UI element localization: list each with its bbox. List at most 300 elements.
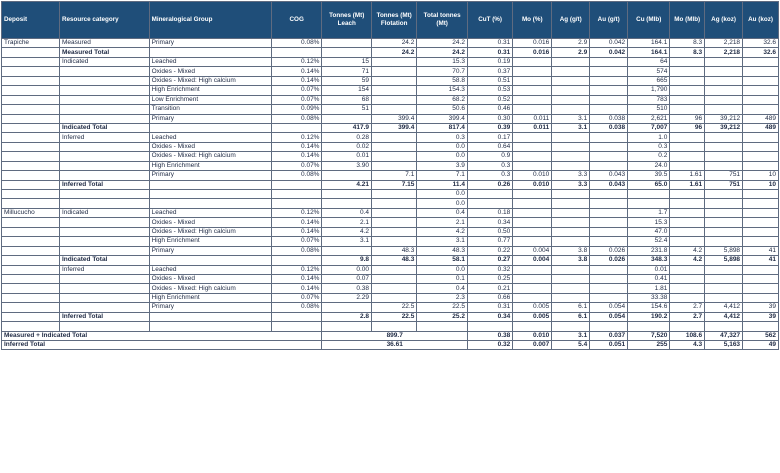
table-cell: 11.4 (417, 180, 468, 189)
table-cell (513, 142, 552, 151)
table-cell: 5,898 (705, 256, 743, 265)
table-cell (705, 105, 743, 114)
table-cell: 51 (322, 105, 372, 114)
table-cell (59, 105, 149, 114)
table-cell (372, 284, 417, 293)
table-cell: Inferred Total (59, 312, 149, 321)
table-row (2, 67, 779, 76)
table-cell: 0.9 (467, 152, 512, 161)
table-cell (2, 265, 60, 274)
table-cell: 6.1 (552, 303, 590, 312)
table-cell: 0.66 (467, 293, 512, 302)
table-cell: 0.14% (271, 152, 322, 161)
table-cell (271, 312, 322, 321)
table-cell (149, 48, 271, 57)
table-cell: 0.07% (271, 293, 322, 302)
column-header: Tonnes (Mt) Flotation (372, 2, 417, 39)
table-cell: 24.2 (372, 48, 417, 57)
table-cell: 0.016 (513, 39, 552, 48)
table-cell: 70.7 (417, 67, 468, 76)
table-cell: Primary (149, 246, 271, 255)
table-cell (590, 237, 628, 246)
table-cell (271, 48, 322, 57)
table-cell (513, 133, 552, 142)
table-cell: 4.2 (670, 256, 705, 265)
table-cell (670, 133, 705, 142)
table-cell: Inferred (59, 133, 149, 142)
table-cell (743, 57, 779, 66)
table-cell: Oxides - Mixed (149, 67, 271, 76)
table-cell: 0.051 (590, 341, 628, 350)
table-cell (513, 57, 552, 66)
table-cell: 4.3 (670, 341, 705, 350)
table-cell (670, 152, 705, 161)
table-cell (59, 303, 149, 312)
table-cell (322, 171, 372, 180)
table-cell: 8.3 (670, 48, 705, 57)
table-cell: Oxides - Mixed: High calcium (149, 76, 271, 85)
table-cell (271, 123, 322, 132)
table-cell: 0.042 (590, 48, 628, 57)
table-cell (59, 237, 149, 246)
table-cell: 5,898 (705, 246, 743, 255)
table-cell (513, 67, 552, 76)
table-cell (705, 142, 743, 151)
table-cell (2, 180, 60, 189)
table-cell (743, 161, 779, 170)
table-header (2, 2, 779, 39)
table-cell: 7.1 (372, 171, 417, 180)
table-cell (59, 246, 149, 255)
table-cell (322, 199, 372, 208)
table-cell (59, 161, 149, 170)
table-cell (417, 322, 468, 331)
table-cell: 52.4 (628, 237, 670, 246)
table-cell: Oxides - Mixed (149, 142, 271, 151)
table-cell (59, 171, 149, 180)
table-cell (59, 76, 149, 85)
table-cell (743, 293, 779, 302)
column-header: Deposit (2, 2, 60, 39)
table-cell (590, 133, 628, 142)
table-cell (467, 322, 512, 331)
table-cell (705, 208, 743, 217)
table-cell: 0.004 (513, 246, 552, 255)
table-cell (590, 142, 628, 151)
column-header: COG (271, 2, 322, 39)
table-cell: 0.28 (322, 133, 372, 142)
table-row (2, 218, 779, 227)
table-cell: 47,327 (705, 331, 743, 340)
table-cell (59, 293, 149, 302)
table-cell: 0.34 (467, 312, 512, 321)
table-cell (372, 142, 417, 151)
total-row (2, 180, 779, 189)
table-cell: 751 (705, 180, 743, 189)
table-cell: 0.14% (271, 274, 322, 283)
table-cell: 399.4 (372, 123, 417, 132)
table-cell: Inferred (59, 265, 149, 274)
table-cell: 96 (670, 114, 705, 123)
total-row (2, 312, 779, 321)
table-cell (271, 199, 322, 208)
table-cell (670, 274, 705, 283)
table-cell: 817.4 (417, 123, 468, 132)
table-cell (590, 161, 628, 170)
table-cell (2, 105, 60, 114)
table-cell: 417.9 (322, 123, 372, 132)
table-cell: 68.2 (417, 95, 468, 104)
table-cell (513, 86, 552, 95)
table-cell: 39,212 (705, 123, 743, 132)
table-row (2, 161, 779, 170)
table-cell: 0.005 (513, 312, 552, 321)
table-cell: High Enrichment (149, 161, 271, 170)
table-cell (552, 67, 590, 76)
table-cell: 8.3 (670, 39, 705, 48)
column-header: Ag (g/t) (552, 2, 590, 39)
table-cell: Indicated (59, 57, 149, 66)
table-cell: Primary (149, 39, 271, 48)
table-cell: 0.026 (590, 246, 628, 255)
table-cell: 0.53 (467, 86, 512, 95)
table-cell: 0.12% (271, 133, 322, 142)
table-cell (513, 105, 552, 114)
table-cell: 0.08% (271, 303, 322, 312)
table-cell: 154.6 (628, 303, 670, 312)
summary-tonnes: 36.61 (322, 341, 467, 350)
header-row (2, 2, 779, 39)
table-cell (2, 227, 60, 236)
table-cell (2, 67, 60, 76)
table-cell (59, 199, 149, 208)
table-row (2, 76, 779, 85)
table-cell (590, 67, 628, 76)
table-cell: 0.08% (271, 171, 322, 180)
table-cell (705, 293, 743, 302)
table-cell: 3.1 (552, 331, 590, 340)
table-cell: 0.042 (590, 39, 628, 48)
table-cell: High Enrichment (149, 86, 271, 95)
table-cell (552, 152, 590, 161)
table-row (2, 105, 779, 114)
table-cell (513, 76, 552, 85)
table-cell: 0.037 (590, 331, 628, 340)
table-cell (743, 265, 779, 274)
table-cell (2, 284, 60, 293)
table-cell (149, 312, 271, 321)
table-cell (513, 161, 552, 170)
column-header: Mineralogical Group (149, 2, 271, 39)
table-cell: 190.2 (628, 312, 670, 321)
table-cell (513, 95, 552, 104)
table-cell: 0.07% (271, 161, 322, 170)
table-cell: 2,218 (705, 39, 743, 48)
table-cell (670, 105, 705, 114)
table-cell (743, 284, 779, 293)
table-cell (322, 39, 372, 48)
table-cell: 32.6 (743, 48, 779, 57)
table-cell (513, 237, 552, 246)
table-cell: 0.12% (271, 265, 322, 274)
table-cell: 574 (628, 67, 670, 76)
table-cell: 39 (743, 312, 779, 321)
table-cell (2, 123, 60, 132)
table-cell (743, 86, 779, 95)
table-cell (2, 199, 60, 208)
table-cell (322, 48, 372, 57)
table-cell (372, 208, 417, 217)
table-cell: 22.5 (372, 303, 417, 312)
table-cell: 255 (628, 341, 670, 350)
table-cell (552, 199, 590, 208)
table-cell (2, 86, 60, 95)
table-cell (552, 190, 590, 199)
table-cell: 154 (322, 86, 372, 95)
table-cell (743, 142, 779, 151)
table-cell (59, 284, 149, 293)
table-cell (743, 208, 779, 217)
table-cell: 32.6 (743, 39, 779, 48)
table-cell: 0.016 (513, 48, 552, 57)
table-cell: 0.00 (322, 265, 372, 274)
table-cell (705, 190, 743, 199)
table-cell: 0.3 (467, 171, 512, 180)
blank-row (2, 322, 779, 331)
table-cell (705, 67, 743, 76)
table-cell: 10 (743, 171, 779, 180)
table-cell: 3.1 (417, 237, 468, 246)
table-cell: 3.90 (322, 161, 372, 170)
table-cell: 9.8 (322, 256, 372, 265)
column-header: Total tonnes (Mt) (417, 2, 468, 39)
table-cell (552, 237, 590, 246)
table-cell: Leached (149, 208, 271, 217)
table-cell: 39.5 (628, 171, 670, 180)
table-cell: 1,790 (628, 86, 670, 95)
table-cell: 15 (322, 57, 372, 66)
table-cell: 154.3 (417, 86, 468, 95)
table-cell (670, 86, 705, 95)
table-cell: 0.37 (467, 67, 512, 76)
table-cell: 2.29 (322, 293, 372, 302)
table-cell: Leached (149, 57, 271, 66)
table-cell (372, 86, 417, 95)
table-cell (590, 152, 628, 161)
table-cell (705, 284, 743, 293)
table-row (2, 237, 779, 246)
table-cell: 3.3 (552, 171, 590, 180)
table-cell (149, 256, 271, 265)
table-cell: 399.4 (417, 114, 468, 123)
table-cell: 6.1 (552, 312, 590, 321)
table-cell (670, 57, 705, 66)
table-cell: 0.08% (271, 39, 322, 48)
table-cell (2, 48, 60, 57)
table-cell: High Enrichment (149, 293, 271, 302)
table-cell (372, 152, 417, 161)
table-cell (59, 67, 149, 76)
table-cell: 3.1 (552, 114, 590, 123)
table-cell (590, 293, 628, 302)
table-cell: 510 (628, 105, 670, 114)
table-cell: 0.01 (628, 265, 670, 274)
table-cell (552, 322, 590, 331)
table-cell (743, 199, 779, 208)
table-cell (59, 114, 149, 123)
table-cell: 3.8 (552, 256, 590, 265)
table-cell: 0.054 (590, 312, 628, 321)
table-cell: 0.14% (271, 227, 322, 236)
table-cell: 15.3 (628, 218, 670, 227)
table-cell (59, 227, 149, 236)
table-cell (743, 105, 779, 114)
table-cell: 0.27 (467, 256, 512, 265)
table-cell: 0.0 (417, 199, 468, 208)
table-cell: 0.41 (628, 274, 670, 283)
table-cell: 0.25 (467, 274, 512, 283)
table-cell (590, 57, 628, 66)
table-cell (590, 208, 628, 217)
table-cell (2, 237, 60, 246)
table-cell: 15.3 (417, 57, 468, 66)
table-cell: 0.14% (271, 142, 322, 151)
table-cell: 0.4 (322, 208, 372, 217)
table-row (2, 246, 779, 255)
table-cell (513, 227, 552, 236)
table-cell: 0.026 (590, 256, 628, 265)
table-cell (743, 274, 779, 283)
table-cell: 0.12% (271, 57, 322, 66)
table-cell (552, 105, 590, 114)
table-cell: 0.34 (467, 218, 512, 227)
table-cell (670, 237, 705, 246)
table-cell: 41 (743, 256, 779, 265)
table-cell (59, 142, 149, 151)
table-cell (590, 199, 628, 208)
table-cell: Indicated (59, 208, 149, 217)
table-cell (322, 246, 372, 255)
table-cell (372, 105, 417, 114)
table-cell: 4.2 (670, 246, 705, 255)
table-cell: 48.3 (372, 246, 417, 255)
table-cell (149, 123, 271, 132)
table-cell: 0.1 (417, 274, 468, 283)
table-cell: 7.1 (417, 171, 468, 180)
table-cell: 0.12% (271, 208, 322, 217)
table-cell: 0.14% (271, 76, 322, 85)
table-cell (372, 190, 417, 199)
table-cell (628, 190, 670, 199)
table-cell (590, 190, 628, 199)
table-cell (372, 265, 417, 274)
table-cell (513, 284, 552, 293)
table-cell: 24.2 (372, 39, 417, 48)
table-cell: 25.2 (417, 312, 468, 321)
column-header: Mo (Mlb) (670, 2, 705, 39)
table-cell: 0.0 (417, 190, 468, 199)
table-cell: 0.19 (467, 57, 512, 66)
table-cell: 4,412 (705, 312, 743, 321)
table-cell: Inferred Total (59, 180, 149, 189)
column-header: Au (koz) (743, 2, 779, 39)
table-cell (705, 265, 743, 274)
table-row (2, 86, 779, 95)
table-cell (322, 303, 372, 312)
table-cell (2, 246, 60, 255)
table-row (2, 208, 779, 217)
table-cell (705, 199, 743, 208)
table-cell (705, 152, 743, 161)
table-cell: 0.07% (271, 237, 322, 246)
table-cell: 2.3 (417, 293, 468, 302)
table-cell: 0.4 (417, 208, 468, 217)
table-cell: Leached (149, 265, 271, 274)
table-cell: 2.9 (552, 39, 590, 48)
table-cell: 4,412 (705, 303, 743, 312)
table-cell: 59 (322, 76, 372, 85)
table-cell: 0.31 (467, 39, 512, 48)
table-cell (743, 67, 779, 76)
table-cell: Millucucho (2, 208, 60, 217)
table-cell: 2.7 (670, 303, 705, 312)
table-cell: Indicated Total (59, 123, 149, 132)
summary-label: Measured + Indicated Total (2, 331, 322, 340)
table-cell (513, 152, 552, 161)
table-cell (59, 190, 149, 199)
table-cell: 489 (743, 114, 779, 123)
table-cell: Indicated Total (59, 256, 149, 265)
table-cell: 665 (628, 76, 670, 85)
table-cell: 68 (322, 95, 372, 104)
table-cell (372, 218, 417, 227)
table-cell: 0.2 (628, 152, 670, 161)
table-cell: 0.4 (417, 284, 468, 293)
table-cell: 0.46 (467, 105, 512, 114)
table-row (2, 227, 779, 236)
table-cell (2, 152, 60, 161)
column-header: Cu (Mlb) (628, 2, 670, 39)
table-cell: 0.17 (467, 133, 512, 142)
table-cell (670, 293, 705, 302)
table-cell (552, 142, 590, 151)
table-cell: 751 (705, 171, 743, 180)
table-cell: 164.1 (628, 48, 670, 57)
table-cell: 41 (743, 246, 779, 255)
table-cell (59, 86, 149, 95)
table-cell (743, 133, 779, 142)
table-cell: 399.4 (372, 114, 417, 123)
table-cell (590, 274, 628, 283)
summary-row (2, 341, 779, 350)
table-row (2, 152, 779, 161)
table-cell (670, 284, 705, 293)
table-cell (552, 284, 590, 293)
table-row (2, 57, 779, 66)
table-cell (743, 152, 779, 161)
table-cell: Oxides - Mixed: High calcium (149, 152, 271, 161)
table-cell (590, 76, 628, 85)
table-cell: 3.1 (322, 237, 372, 246)
table-cell (2, 274, 60, 283)
summary-label: Inferred Total (2, 341, 322, 350)
table-cell (628, 199, 670, 208)
table-cell: 0.32 (467, 341, 512, 350)
table-cell: 348.3 (628, 256, 670, 265)
table-cell (513, 293, 552, 302)
table-cell: 96 (670, 123, 705, 132)
table-cell: 0.3 (417, 133, 468, 142)
